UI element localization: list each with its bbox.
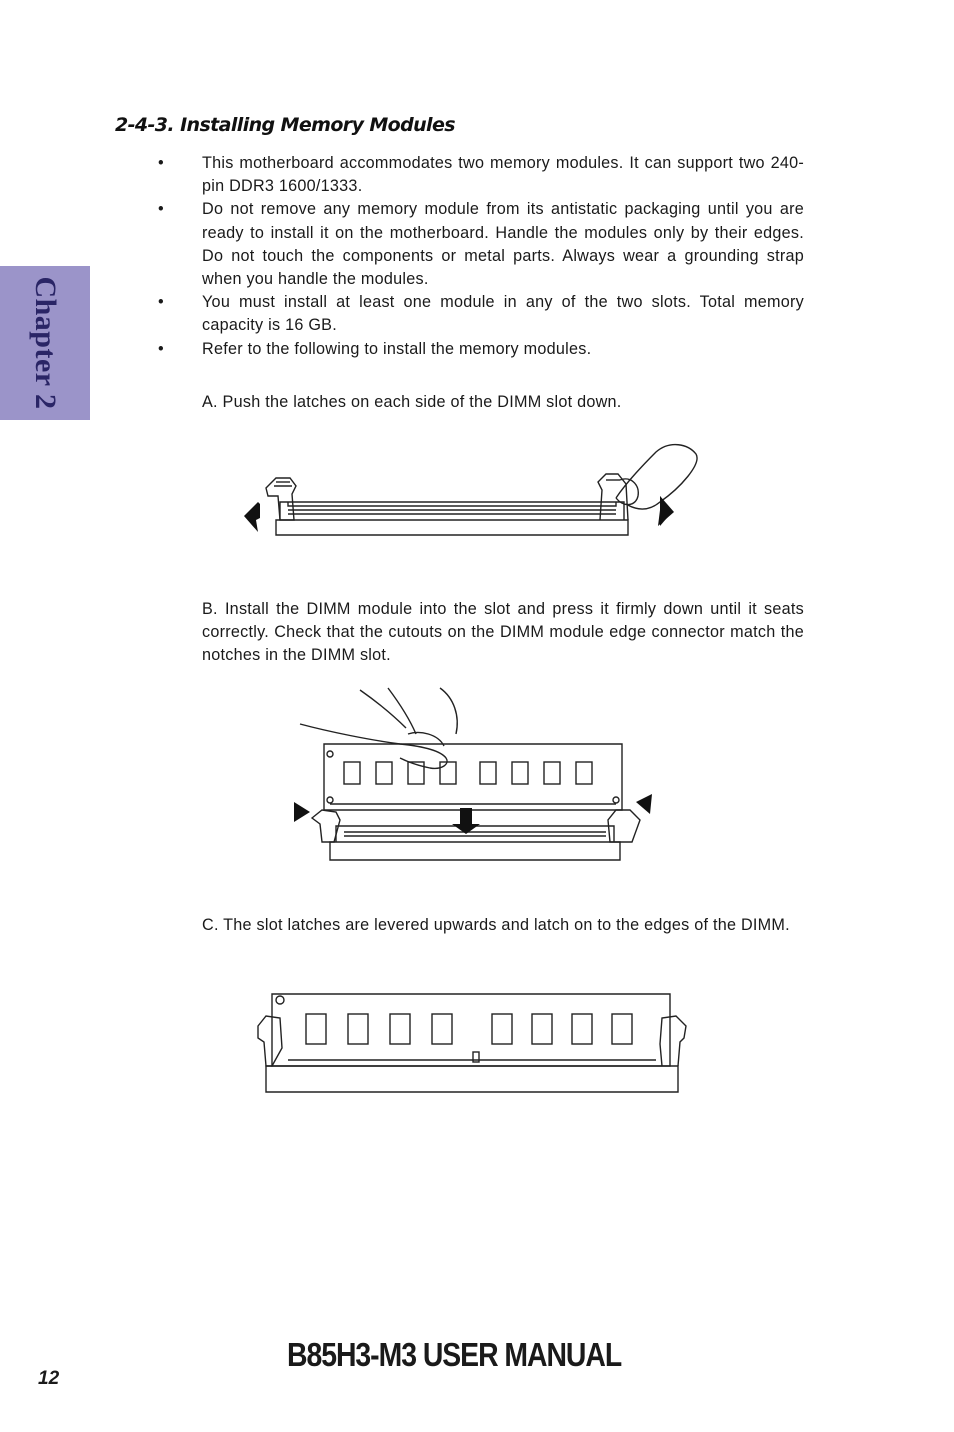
step-b <box>202 598 804 668</box>
bullet-text: You must install at least one module in any of the two slots. Total memory capacity is 16 GB. <box>202 293 804 335</box>
bullet-text: Do not remove any memory module from its antistatic packaging until you are ready to install it on the motherboard. Handle the modules only by their edges. Do not touch the components or metal parts. Always wear a grounding strap when you handle the modules. <box>202 200 804 289</box>
bullet-text: Refer to the following to install the memory modules. <box>202 339 592 358</box>
figure-module-seated <box>252 986 692 1098</box>
chapter-tab <box>0 266 90 420</box>
chapter-tab-label: Chapter 2 <box>29 276 62 410</box>
step-letter: B. <box>202 600 218 618</box>
bullet-item <box>158 338 804 361</box>
manual-title: B85H3-M3 USER MANUAL <box>287 1336 622 1373</box>
step-text: Install the DIMM module into the slot and press it firmly down until it seats correctly. Check that the cutouts on the DIMM module edge connector match the notches in the DIMM slot. <box>202 600 804 665</box>
step-a <box>202 391 804 414</box>
bullet-dot: • <box>158 200 164 219</box>
step-letter: A. <box>202 393 218 411</box>
section-title: 2-4-3. Installing Memory Modules <box>115 114 455 136</box>
page-number: 12 <box>38 1368 60 1389</box>
bullet-dot: • <box>158 154 164 172</box>
figure-module-insertion <box>290 684 660 874</box>
step-text: The slot latches are levered upwards and latch on to the edges of the DIMM. <box>223 916 790 934</box>
figure-slot-latches-open <box>240 440 710 550</box>
step-text: Push the latches on each side of the DIMM slot down. <box>222 393 622 411</box>
step-letter: C. <box>202 916 219 934</box>
step-c <box>202 914 804 937</box>
bullet-item <box>158 291 804 337</box>
bullet-list <box>158 152 804 361</box>
bullet-item <box>158 198 804 291</box>
bullet-item <box>158 152 804 198</box>
bullet-dot: • <box>158 293 164 312</box>
bullet-text: This motherboard accommodates two memory modules. It can support two 240-pin DDR3 1600/1333. <box>202 154 804 196</box>
bullet-dot: • <box>158 339 164 358</box>
